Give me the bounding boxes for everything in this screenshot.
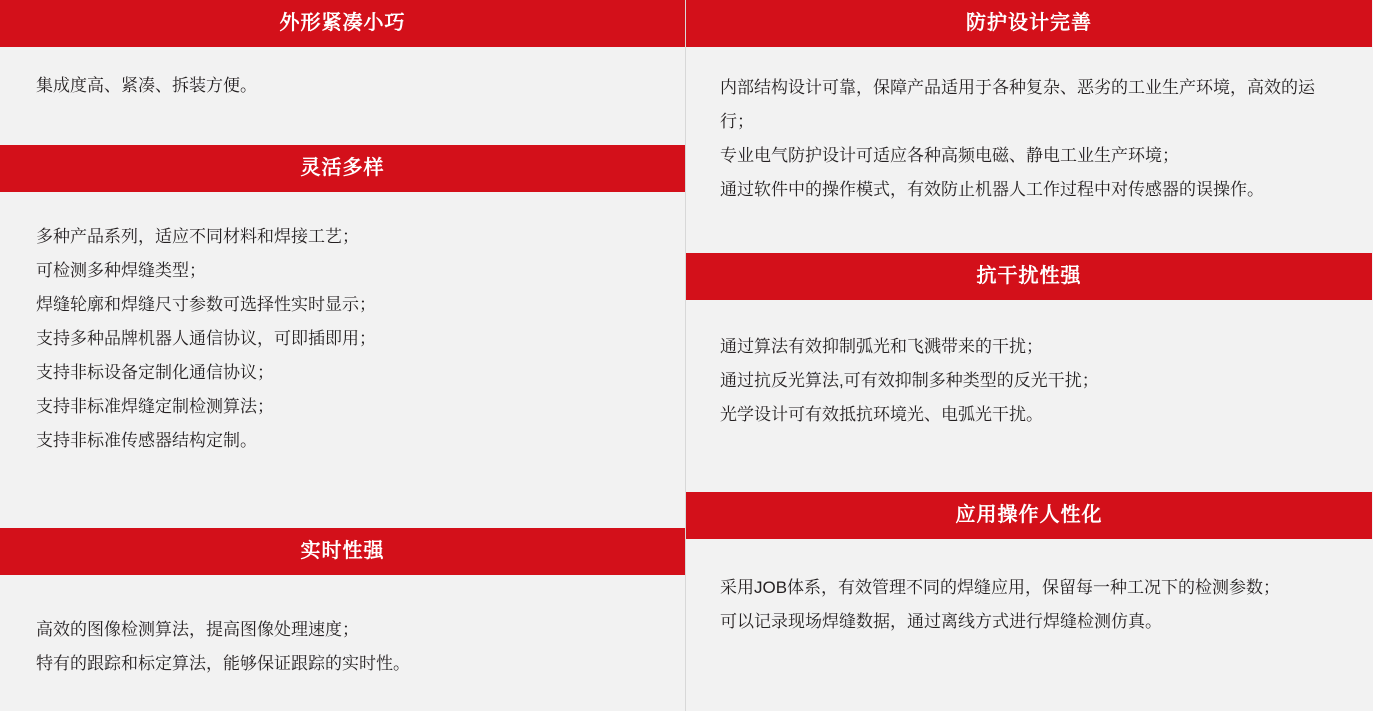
- feature-line: 专业电气防护设计可适应各种高频电磁、静电工业生产环境；: [720, 146, 1179, 165]
- feature-line: 支持非标准传感器结构定制。: [36, 431, 257, 450]
- right-column: [686, 0, 1372, 711]
- feature-line: 焊缝轮廓和焊缝尺寸参数可选择性实时显示；: [36, 295, 376, 314]
- panel-body-realtime: [0, 575, 685, 705]
- feature-line: 通过抗反光算法,可有效抑制多种类型的反光干扰；: [720, 371, 1099, 390]
- panel-protection: [686, 0, 1372, 227]
- panel-body-compact-design: [0, 47, 685, 121]
- feature-line: 特有的跟踪和标定算法，能够保证跟踪的实时性。: [36, 654, 410, 673]
- feature-line: 集成度高、紧凑、拆装方便。: [36, 76, 257, 95]
- panel-user-friendly: [686, 492, 1372, 663]
- feature-line: 支持非标设备定制化通信协议；: [36, 363, 274, 382]
- spacer: [686, 663, 1372, 711]
- spacer: [0, 121, 685, 145]
- panel-title-compact-design: 外形紧凑小巧: [0, 0, 685, 47]
- feature-line: 支持非标准焊缝定制检测算法；: [36, 397, 274, 416]
- panel-title-anti-interference: 抗干扰性强: [686, 253, 1372, 300]
- feature-line: 光学设计可有效抵抗环境光、电弧光干扰。: [720, 405, 1043, 424]
- panel-realtime: [0, 528, 685, 705]
- panel-title-realtime: 实时性强: [0, 528, 685, 575]
- spacer: [686, 227, 1372, 253]
- feature-line: 多种产品系列，适应不同材料和焊接工艺；: [36, 227, 359, 246]
- feature-line: 通过软件中的操作模式，有效防止机器人工作过程中对传感器的误操作。: [720, 180, 1264, 199]
- feature-line: 可检测多种焊缝类型；: [36, 261, 206, 280]
- panel-body-flexible: [0, 192, 685, 488]
- panel-title-user-friendly: 应用操作人性化: [686, 492, 1372, 539]
- panel-body-user-friendly: [686, 539, 1372, 663]
- panel-body-anti-interference: [686, 300, 1372, 458]
- panel-anti-interference: [686, 253, 1372, 458]
- left-column: [0, 0, 686, 711]
- panel-title-protection: 防护设计完善: [686, 0, 1372, 47]
- panel-compact-design: [0, 0, 685, 121]
- panel-body-protection: [686, 47, 1372, 227]
- feature-line: 采用JOB体系，有效管理不同的焊缝应用，保留每一种工况下的检测参数；: [720, 578, 1281, 597]
- feature-line: 支持多种品牌机器人通信协议，可即插即用；: [36, 329, 376, 348]
- spacer: [0, 705, 685, 711]
- feature-line: 内部结构设计可靠，保障产品适用于各种复杂、恶劣的工业生产环境，高效的运行；: [720, 78, 1315, 131]
- spacer: [0, 488, 685, 528]
- panel-title-flexible: 灵活多样: [0, 145, 685, 192]
- feature-line: 通过算法有效抑制弧光和飞溅带来的干扰；: [720, 337, 1043, 356]
- spacer: [686, 458, 1372, 492]
- feature-line: 可以记录现场焊缝数据，通过离线方式进行焊缝检测仿真。: [720, 612, 1162, 631]
- panel-flexible: [0, 145, 685, 488]
- feature-line: 高效的图像检测算法，提高图像处理速度；: [36, 620, 359, 639]
